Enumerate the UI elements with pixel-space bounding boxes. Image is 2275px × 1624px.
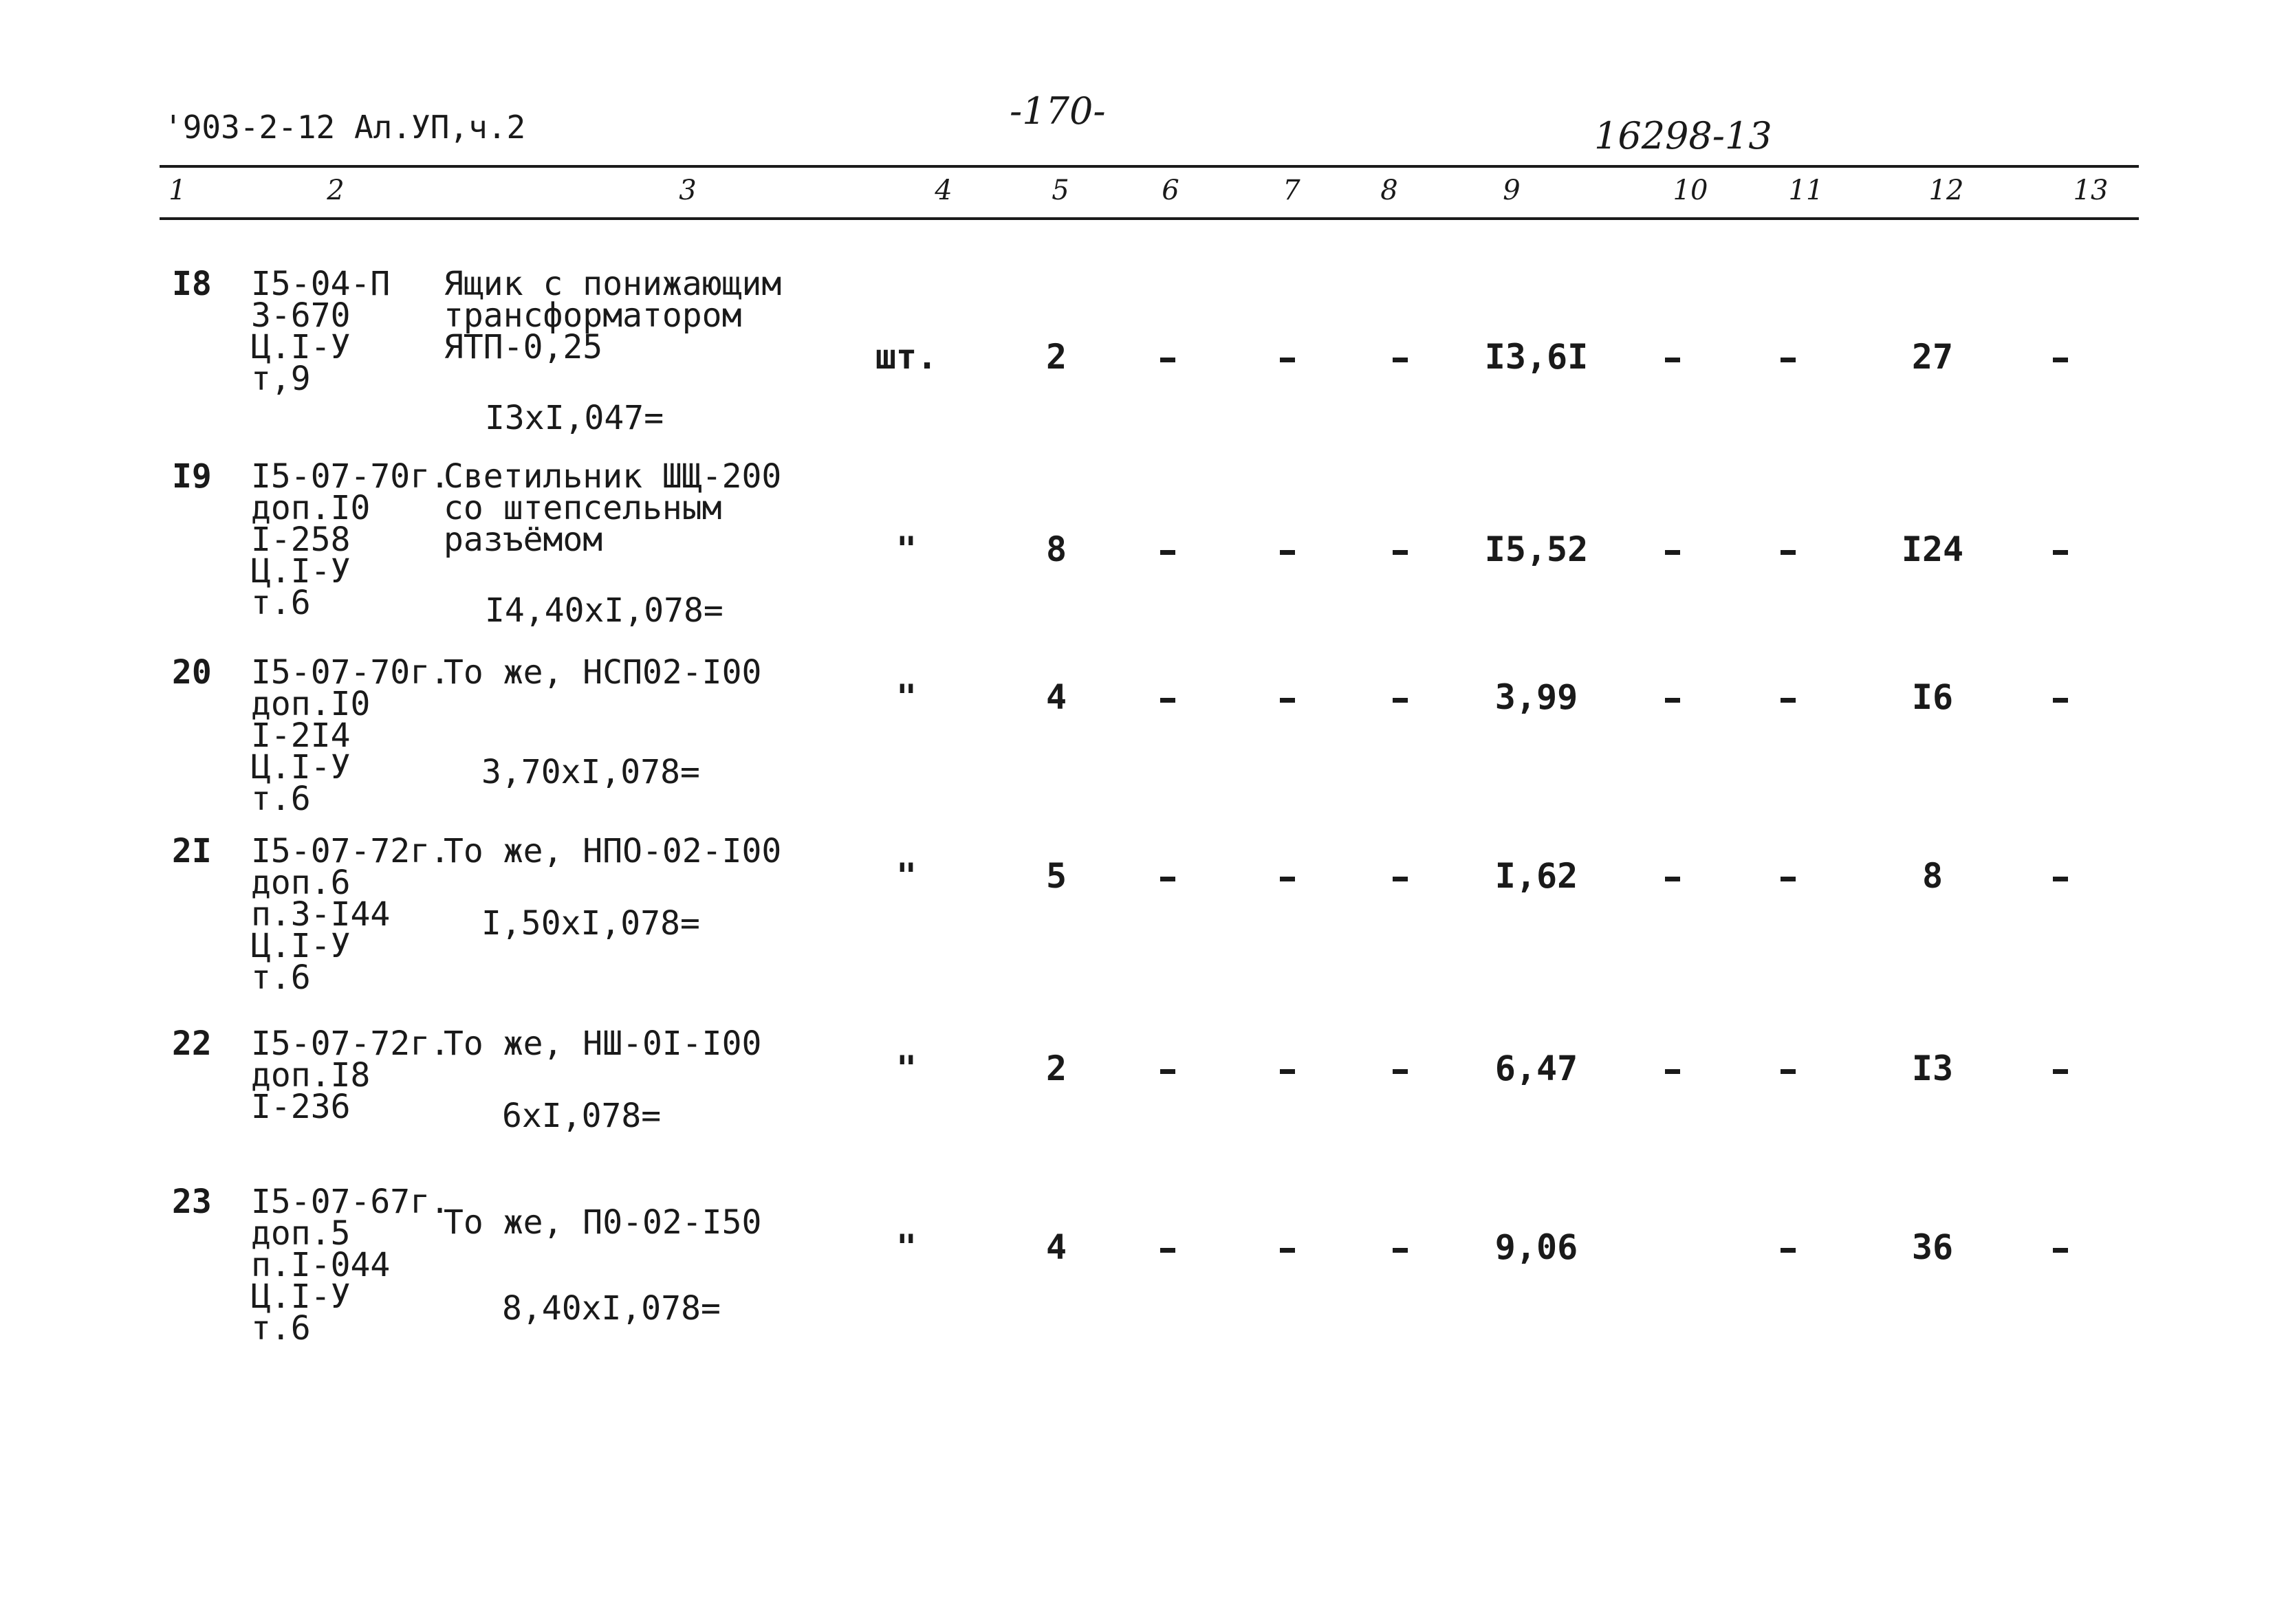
empty-value-dash: [1665, 550, 1680, 555]
unit-of-measure: ": [895, 1049, 917, 1088]
unit-price: I,62: [1494, 856, 1578, 896]
row-number: 20: [172, 653, 212, 692]
empty-value-dash: [1393, 550, 1408, 555]
empty-value-dash: [1781, 550, 1796, 555]
unit-of-measure: ": [895, 529, 917, 569]
col-number: 3: [679, 175, 697, 206]
col-number: 11: [1788, 175, 1824, 206]
col-number: 1: [168, 175, 186, 206]
normative-reference: I5-04-П 3-670 Ц.I-У т,9: [251, 265, 391, 398]
price-formula: 6xI,078=: [502, 1097, 662, 1135]
normative-reference: I5-07-72г. доп.6 п.3-I44 Ц.I-У т.6: [251, 832, 450, 997]
unit-price: I3,6I: [1484, 337, 1589, 377]
header-bottom-rule: [160, 217, 2139, 220]
row-number: I9: [172, 457, 212, 496]
empty-value-dash: [1781, 698, 1796, 703]
empty-value-dash: [1393, 1069, 1408, 1074]
normative-reference: I5-07-70г. доп.I0 I-258 Ц.I-У т.6: [251, 457, 450, 622]
empty-value-dash: [1665, 358, 1680, 362]
total-amount: I24: [1901, 529, 1964, 569]
empty-value-dash: [1160, 1248, 1175, 1253]
unit-of-measure: ": [895, 1227, 917, 1267]
price-formula: 8,40xI,078=: [502, 1289, 721, 1328]
col-number: 4: [935, 175, 953, 206]
quantity: 4: [1045, 1227, 1067, 1267]
empty-value-dash: [2053, 1248, 2068, 1253]
col-number: 12: [1928, 175, 1964, 206]
normative-reference: I5-07-72г. доп.I8 I-236: [251, 1024, 450, 1126]
normative-reference: I5-07-70г. доп.I0 I-2I4 Ц.I-У т.6: [251, 653, 450, 818]
empty-value-dash: [1160, 1069, 1175, 1074]
price-formula: I,50xI,078=: [481, 904, 700, 943]
document-code: '903-2-12 Ал.УП,ч.2: [164, 109, 526, 146]
empty-value-dash: [1160, 698, 1175, 703]
empty-value-dash: [1665, 877, 1680, 881]
quantity: 2: [1045, 337, 1067, 377]
total-amount: 27: [1911, 337, 1954, 377]
item-name: То же, НПО-02-I00: [444, 832, 782, 870]
col-number: 9: [1503, 175, 1521, 206]
unit-of-measure: шт.: [875, 337, 938, 377]
empty-value-dash: [1781, 877, 1796, 881]
row-number: 2I: [172, 832, 212, 870]
total-amount: I6: [1911, 677, 1954, 717]
unit-price: 3,99: [1494, 677, 1578, 717]
row-number: 22: [172, 1024, 212, 1063]
empty-value-dash: [1781, 1069, 1796, 1074]
unit-of-measure: ": [895, 677, 917, 717]
empty-value-dash: [1393, 698, 1408, 703]
col-number: 10: [1673, 175, 1708, 206]
empty-value-dash: [1665, 1069, 1680, 1074]
item-name: То же, НСП02-I00: [444, 653, 762, 692]
empty-value-dash: [1781, 1248, 1796, 1253]
empty-value-dash: [1160, 550, 1175, 555]
empty-value-dash: [1393, 1248, 1408, 1253]
empty-value-dash: [2053, 877, 2068, 881]
item-name: То же, П0-02-I50: [444, 1203, 762, 1242]
col-number: 7: [1283, 175, 1300, 206]
price-formula: I4,40xI,078=: [485, 591, 723, 630]
empty-value-dash: [1665, 698, 1680, 703]
quantity: 5: [1045, 856, 1067, 896]
unit-of-measure: ": [895, 856, 917, 896]
empty-value-dash: [1280, 1248, 1295, 1253]
empty-value-dash: [1393, 358, 1408, 362]
price-formula: I3xI,047=: [485, 399, 664, 437]
empty-value-dash: [1160, 877, 1175, 881]
col-number: 13: [2073, 175, 2109, 206]
col-number: 5: [1052, 175, 1069, 206]
empty-value-dash: [1393, 877, 1408, 881]
quantity: 4: [1045, 677, 1067, 717]
row-number: 23: [172, 1183, 212, 1221]
empty-value-dash: [1160, 358, 1175, 362]
empty-value-dash: [1280, 358, 1295, 362]
col-number: 2: [327, 175, 345, 206]
quantity: 2: [1045, 1049, 1067, 1088]
unit-price: 9,06: [1494, 1227, 1578, 1267]
empty-value-dash: [1280, 1069, 1295, 1074]
item-name: Светильник ШЩ-200 со штепсельным разъёмом: [444, 457, 782, 559]
empty-value-dash: [2053, 358, 2068, 362]
row-number: I8: [172, 265, 212, 303]
empty-value-dash: [1280, 877, 1295, 881]
sheet-code: 16298-13: [1594, 114, 1772, 157]
col-number: 8: [1380, 175, 1398, 206]
empty-value-dash: [1280, 550, 1295, 555]
normative-reference: I5-07-67г. доп.5 п.I-044 Ц.I-У т.6: [251, 1183, 450, 1348]
top-rule: [160, 165, 2139, 168]
quantity: 8: [1045, 529, 1067, 569]
empty-value-dash: [1781, 358, 1796, 362]
empty-value-dash: [2053, 550, 2068, 555]
empty-value-dash: [2053, 1069, 2068, 1074]
unit-price: 6,47: [1494, 1049, 1578, 1088]
item-name: То же, НШ-0I-I00: [444, 1024, 762, 1063]
item-name: Ящик с понижающим трансформатором ЯТП-0,25: [444, 265, 782, 366]
total-amount: 36: [1911, 1227, 1954, 1267]
empty-value-dash: [2053, 698, 2068, 703]
page-number: -170-: [1010, 89, 1106, 133]
unit-price: I5,52: [1484, 529, 1589, 569]
price-formula: 3,70xI,078=: [481, 753, 700, 791]
total-amount: I3: [1911, 1049, 1954, 1088]
col-number: 6: [1162, 175, 1179, 206]
total-amount: 8: [1922, 856, 1944, 896]
empty-value-dash: [1280, 698, 1295, 703]
